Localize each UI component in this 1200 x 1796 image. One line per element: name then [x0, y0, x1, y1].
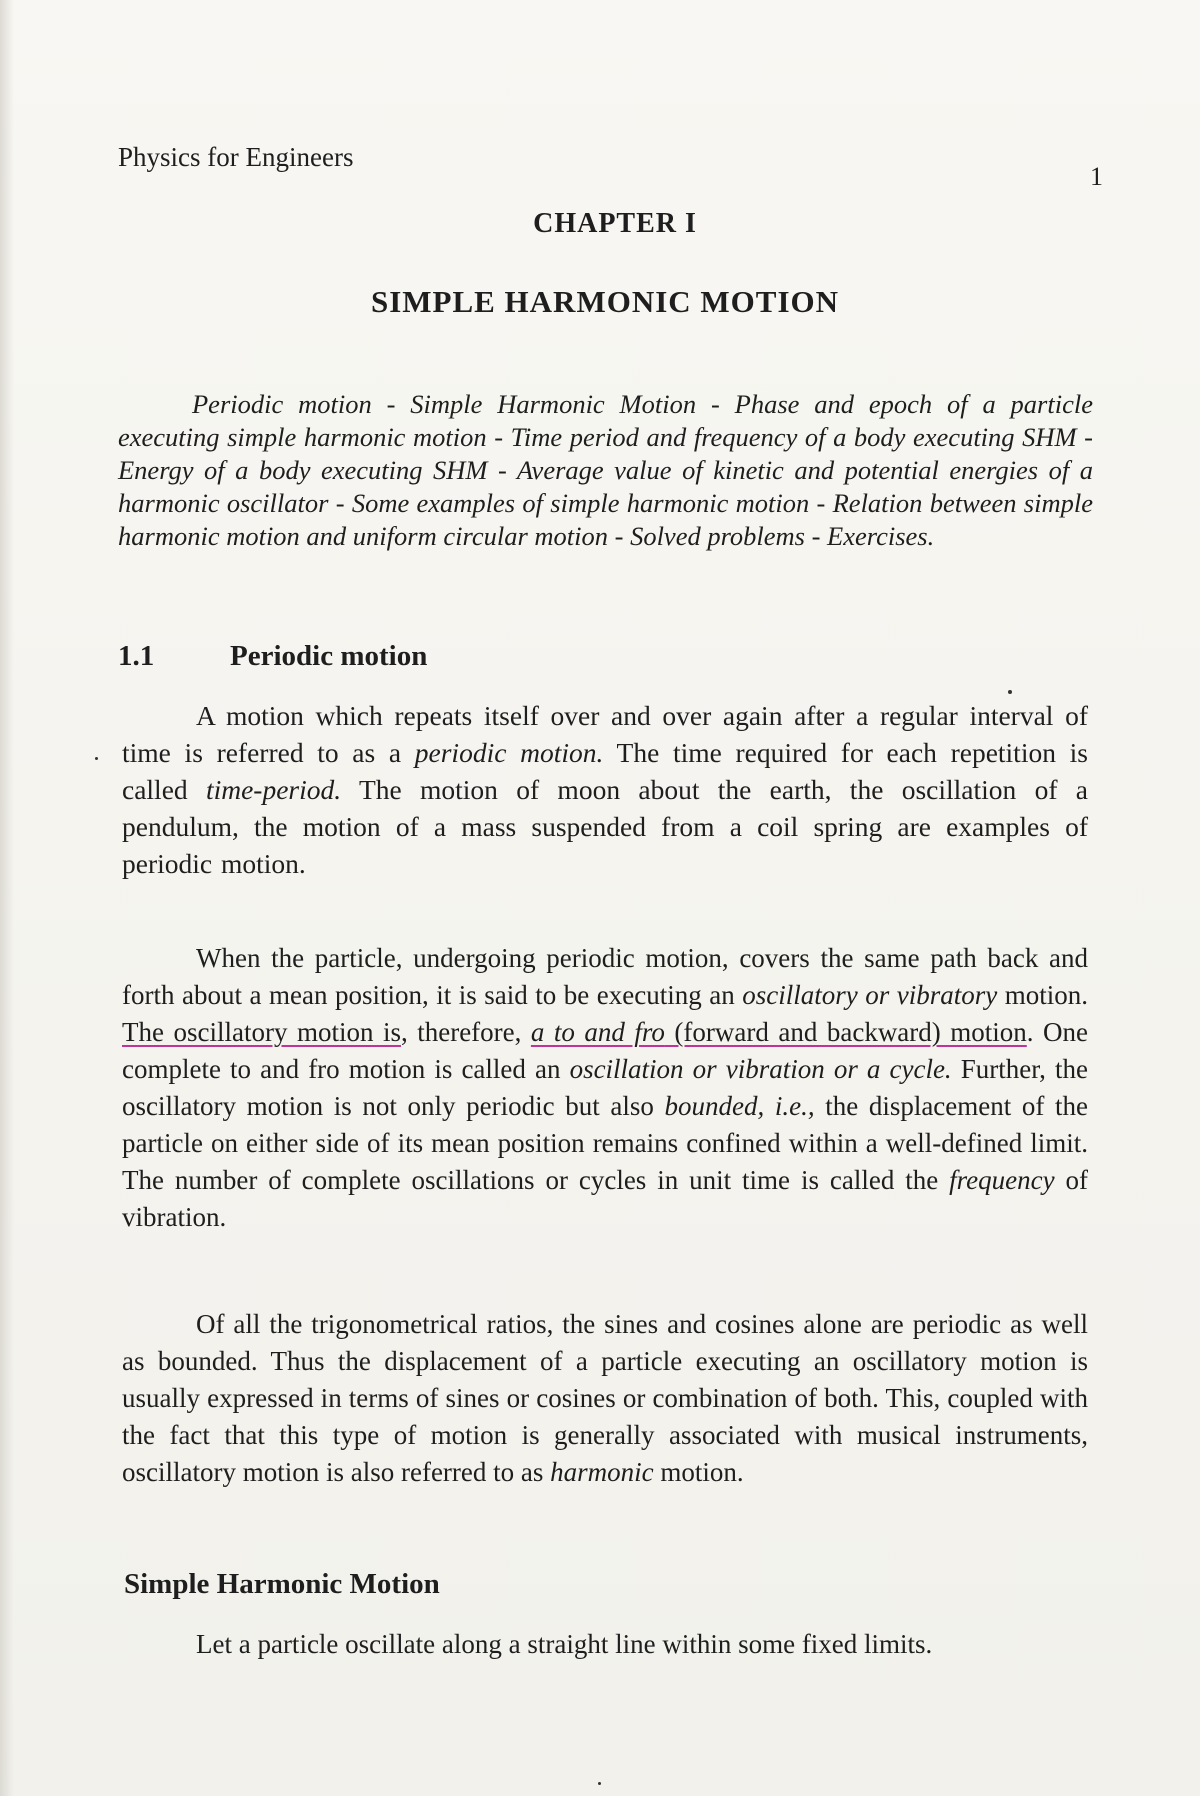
- paragraph-harmonic-motion: [122, 1306, 1088, 1491]
- para-text: Of all the trigonometrical ratios, the sines and cosines alone are periodic as well as bounded. Thus the displacement of a particle executing an oscillatory motion is usually expressed in terms of sines or cosines or combination of both. This, coupled with the fact that this type of motion is generally associated with musical instruments, oscillatory motion is also referred to as: [122, 1309, 1088, 1487]
- para-text: of vibration.: [122, 1165, 1088, 1232]
- section-heading: [118, 640, 427, 673]
- para-text: The time required for each repetition is called: [122, 737, 1088, 805]
- paragraph-oscillatory-motion: [122, 940, 1088, 1236]
- running-head: Physics for Engineers: [118, 142, 354, 172]
- section-number: 1.1: [118, 640, 155, 672]
- para-text: the displacement of the particle on either side of its mean position remains confined within a well-defined limit. The number of complete oscillations or cycles in unit time is called the: [122, 1091, 1088, 1195]
- para-text: The motion of moon about the earth, the oscillation of a pendulum, the motion of a mass suspended from a coil spring are examples of periodic motion.: [122, 774, 1088, 879]
- para-term-italic: harmonic: [550, 1457, 654, 1487]
- subsection-heading: Simple Harmonic Motion: [124, 1568, 440, 1600]
- para-term-italic: oscillation or vibration or a cycle.: [569, 1054, 952, 1084]
- para-text: motion.: [653, 1457, 744, 1487]
- print-speck: [598, 1782, 601, 1785]
- chapter-label: CHAPTER I: [533, 208, 697, 239]
- para-term-italic: periodic motion.: [414, 737, 604, 768]
- chapter-title: SIMPLE HARMONIC MOTION: [370, 284, 840, 319]
- paragraph-shm-intro: Let a particle oscillate along a straight line within some fixed limits.: [196, 1629, 933, 1659]
- paragraph-periodic-motion: [122, 697, 1088, 882]
- para-term-italic: a to and fro: [530, 1017, 665, 1047]
- para-text: When the particle, undergoing periodic motion, covers the same path back and forth about a mean position, it is said to be executing an: [122, 943, 1088, 1010]
- print-speck: [95, 757, 98, 760]
- page-edge-shadow: [0, 0, 14, 1796]
- para-term-italic: time-period.: [205, 774, 342, 805]
- para-text: motion.: [997, 980, 1088, 1010]
- pen-underlined-phrase: [531, 1017, 1027, 1047]
- para-text: (forward and backward) motion: [664, 1017, 1027, 1047]
- para-text: . One complete to and fro motion is called an: [122, 1017, 1089, 1084]
- page-number: 1: [1090, 162, 1103, 191]
- print-speck: [1008, 690, 1012, 694]
- para-term-italic: bounded, i.e.,: [664, 1091, 815, 1121]
- para-text: Further, the oscillatory motion is not only periodic but also: [122, 1054, 1088, 1121]
- para-text: , therefore,: [400, 1017, 531, 1047]
- para-term-italic: frequency: [949, 1165, 1055, 1195]
- pen-underlined-text: The oscillatory motion is: [122, 1017, 401, 1047]
- chapter-synopsis: Periodic motion - Simple Harmonic Motion - Phase and epoch of a particle executing simple harmonic motion - Time period and frequency of a body executing SHM - Energy of a body executing SHM - Average value of kinetic and potential energies of a harmonic oscillator - Some examples of simple harmonic motion - Relation between simple harmonic motion and uniform circular motion - Solved problems - Exercises.: [118, 389, 1093, 551]
- section-title: Periodic motion: [230, 640, 428, 672]
- para-text: A motion which repeats itself over and over again after a regular interval of time is referred to as a: [122, 700, 1088, 768]
- para-term-italic: oscillatory or vibratory: [742, 980, 998, 1010]
